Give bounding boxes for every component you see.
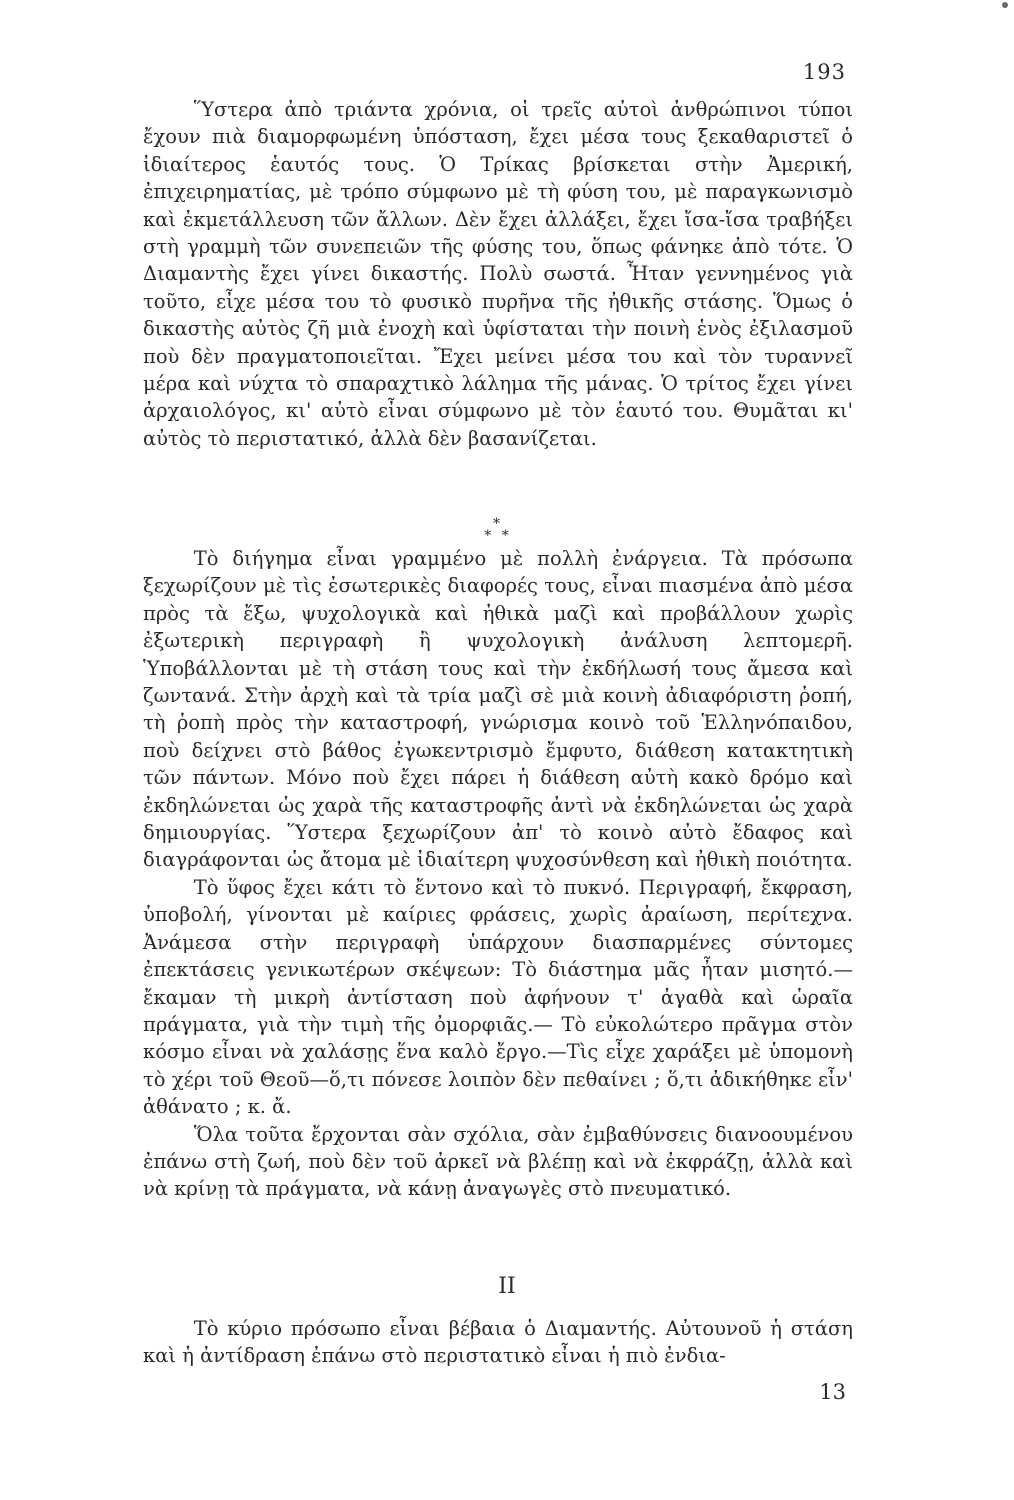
- paragraph-2: Τὸ διήγημα εἶναι γραμμένο μὲ πολλὴ ἐνάργεια. Τὰ πρόσωπα ξεχωρίζουν μὲ τὶς ἐσωτερικὲς διαφορές τους, εἶναι πιασμένα ἀπὸ μέσα πρὸς τὰ ἔξω, ψυχολογικὰ καὶ ἠθικὰ μαζὶ καὶ προβάλλουν χωρὶς ἐξωτερικὴ περιγραφὴ ἢ ψυχολογικὴ ἀνάλυση λεπτομερῆ. Ὑποβάλλονται μὲ τὴ στάση τους καὶ τὴν ἐκδήλωσή τους ἄμεσα καὶ ζωντανά. Στὴν ἀρχὴ καὶ τὰ τρία μαζὶ σὲ μιὰ κοινὴ ἀδιαφόριστη ῥοπή, τὴ ῥοπὴ πρὸς τὴν καταστροφή, γνώρισμα κοινὸ τοῦ Ἑλληνόπαιδου, ποὺ δείχνει στὸ βάθος ἐγωκεντρισμὸ ἔμφυτο, διάθεση κατακτητικὴ τῶν πάντων. Μόνο ποὺ ἔχει πάρει ἡ διάθεση αὐτὴ κακὸ δρόμο καὶ ἐκδηλώνεται ὡς χαρὰ τῆς καταστροφῆς ἀντὶ νὰ ἐκδηλώνεται ὡς χαρὰ δημιουργίας. Ὕστερα ξεχωρίζουν ἀπ' τὸ κοινὸ αὐτὸ ἔδαφος καὶ διαγράφονται ὡς ἄτομα μὲ ἰδιαίτερη ψυχοσύνθεση καὶ ἠθικὴ ποιότητα.: [143, 547, 853, 872]
- body-text-bottom: [143, 1315, 853, 1370]
- signature-mark: 13: [819, 1380, 846, 1404]
- asterism-top: *: [493, 516, 503, 532]
- asterism-bottom: * *: [484, 528, 512, 544]
- paragraph-4: Ὅλα τοῦτα ἔρχονται σὰν σχόλια, σὰν ἐμβαθύνσεις διανοουμένου ἐπάνω στὴ ζωή, ποὺ δὲν τοῦ ἀρκεῖ νὰ βλέπῃ καὶ νὰ ἐκφράζῃ, ἀλλὰ καὶ νὰ κρίνῃ τὰ πράγματα, νὰ κάνῃ ἀναγωγὲς στὸ πνευματικό.: [143, 1122, 853, 1201]
- page-number: 193: [802, 60, 846, 84]
- paragraph-3: Τὸ ὕφος ἔχει κάτι τὸ ἔντονο καὶ τὸ πυκνό. Περιγραφή, ἔκφραση, ὑποβολή, γίνονται μὲ καίριες φράσεις, χωρὶς ἀραίωση, περίτεχνα. Ἀνάμεσα στὴν περιγραφὴ ὑπάρχουν διασπαρμένες σύντομες ἐπεκτάσεις γενικωτέρων σκέψεων: Τὸ διάστημα μᾶς ἦταν μισητό.—ἔκαμαν τὴ μικρὴ ἀντίσταση ποὺ ἀφήνουν τ' ἀγαθὰ καὶ ὡραῖα πράγματα, γιὰ τὴν τιμὴ τῆς ὀμορφιᾶς.— Τὸ εὐκολώτερο πρᾶγμα στὸν κόσμο εἶναι νὰ χαλάσῃς ἕνα καλὸ ἔργο.—Τὶς εἶχε χαράξει μὲ ὑπομονὴ τὸ χέρι τοῦ Θεοῦ—ὅ,τι πόνεσε λοιπὸν δὲν πεθαίνει ; ὅ,τι ἀδικήθηκε εἶν' ἀθάνατο ; κ. ἄ.: [143, 875, 853, 1119]
- asterism-divider: [468, 518, 528, 542]
- paragraph-5: Τὸ κύριο πρόσωπο εἶναι βέβαια ὁ Διαμαντής. Αὐτουνοῦ ἡ στάση καὶ ἡ ἀντίδραση ἐπάνω στὸ περιστατικὸ εἶναι ἡ πιὸ ἐνδια-: [143, 1317, 853, 1368]
- body-text-top: [143, 96, 853, 452]
- paragraph-1: Ὕστερα ἀπὸ τριάντα χρόνια, οἱ τρεῖς αὐτοὶ ἀνθρώπινοι τύποι ἔχουν πιὰ διαμορφωμένη ὑπόσταση, ἔχει μέσα τους ξεκαθαριστεῖ ὁ ἰδιαίτερος ἑαυτός τους. Ὁ Τρίκας βρίσκεται στὴν Ἀμερική, ἐπιχειρηματίας, μὲ τρόπο σύμφωνο μὲ τὴ φύση του, μὲ παραγκωνισμὸ καὶ ἐκμετάλλευση τῶν ἄλλων. Δὲν ἔχει ἀλλάξει, ἔχει ἴσα-ἴσα τραβήξει στὴ γραμμὴ τῶν συνεπειῶν τῆς φύσης του, ὅπως φάνηκε ἀπὸ τότε. Ὁ Διαμαντὴς ἔχει γίνει δικαστής. Πολὺ σωστά. Ἦταν γεννημένος γιὰ τοῦτο, εἶχε μέσα του τὸ φυσικὸ πυρῆνα τῆς ἠθικῆς στάσης. Ὅμως ὁ δικαστὴς αὐτὸς ζῆ μιὰ ἐνοχὴ καὶ ὑφίσταται τὴν ποινὴ ἑνὸς ἐξιλασμοῦ ποὺ δὲν πραγματοποιεῖται. Ἔχει μείνει μέσα του καὶ τὸν τυραννεῖ μέρα καὶ νύχτα τὸ σπαραχτικὸ λάλημα τῆς μάνας. Ὁ τρίτος ἔχει γίνει ἀρχαιολόγος, κι' αὐτὸ εἶναι σύμφωνο μὲ τὸν ἑαυτό του. Θυμᾶται κι' αὐτὸς τὸ περιστατικό, ἀλλὰ δὲν βασανίζεται.: [143, 98, 853, 450]
- section-heading: II: [498, 1274, 516, 1299]
- scan-speck: [1002, 2, 1008, 8]
- body-text-middle: [143, 545, 853, 1203]
